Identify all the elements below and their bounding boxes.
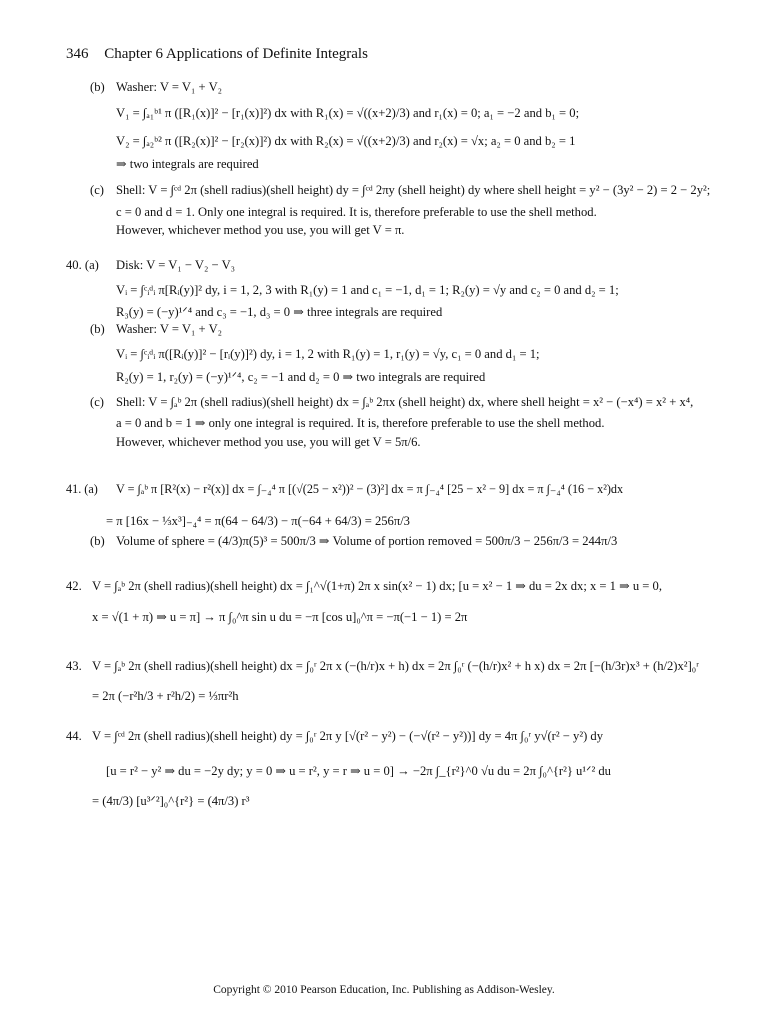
page-number: 346: [66, 46, 89, 62]
solution-line: However, whichever method you use, you will get V = π.: [116, 223, 405, 237]
page-header: [66, 46, 368, 63]
solution-line: (b) Volume of sphere = (4/3)π(5)³ = 500π/3 ⇒ Volume of portion removed = 500π/3 − 256π/3 = 244π/3: [90, 534, 618, 548]
solution-line: (b) Washer: V = V₁ + V₂: [90, 80, 223, 94]
solution-line: 40. (a) Disk: V = V₁ − V₂ − V₃: [66, 258, 236, 272]
solution-line: x = √(1 + π) ⇒ u = π] → π ∫₀^π sin u du = −π [cos u]₀^π = −π(−1 − 1) = 2π: [92, 610, 468, 624]
solution-line: [u = r² − y² ⇒ du = −2y dy; y = 0 ⇒ u = r², y = r ⇒ u = 0] → −2π ∫_{r²}^0 √u du = 2π ∫₀^{r²} u¹ᐟ² du: [106, 764, 611, 778]
solution-line: = π [16x − ⅓x³]₋₄⁴ = π(64 − 64/3) − π(−64 + 64/3) = 256π/3: [106, 514, 410, 528]
solution-line: V₂ = ∫ₐ₂ᵇ² π ([R₂(x)]² − [r₂(x)]²) dx with R₂(x) = √((x+2)/3) and r₂(x) = √x; a₂ = 0 and b₂ = 1: [116, 134, 576, 148]
solution-line: ⇒ two integrals are required: [116, 157, 259, 171]
chapter-title: Chapter 6 Applications of Definite Integrals: [104, 46, 368, 62]
solution-line: 41. (a) V = ∫ₐᵇ π [R²(x) − r²(x)] dx = ∫₋₄⁴ π [(√(25 − x²))² − (3)²] dx = π ∫₋₄⁴ [25 − x² − 9] dx = π ∫₋₄⁴ (16 − x²)dx: [66, 482, 624, 496]
solution-line: (b) Washer: V = V₁ + V₂: [90, 322, 223, 336]
solution-line: R₃(y) = (−y)¹ᐟ⁴ and c₃ = −1, d₃ = 0 ⇒ three integrals are required: [116, 305, 443, 319]
solution-line: = (4π/3) [u³ᐟ²]₀^{r²} = (4π/3) r³: [92, 794, 250, 808]
solution-line: = 2π (−r²h/3 + r²h/2) = ⅓πr²h: [92, 689, 239, 703]
solution-line: 43. V = ∫ₐᵇ 2π (shell radius)(shell height) dx = ∫₀ʳ 2π x (−(h/r)x + h) dx = 2π ∫₀ʳ (−(h/r)x² + h x) dx = 2π [−(h/3r)x³ + (h/2)x²]₀ʳ: [66, 659, 699, 673]
solution-line: However, whichever method you use, you will get V = 5π/6.: [116, 435, 421, 449]
solution-line: a = 0 and b = 1 ⇒ only one integral is required. It is, therefore preferable to use the shell method.: [116, 416, 605, 430]
solution-line: c = 0 and d = 1. Only one integral is required. It is, therefore preferable to use the shell method.: [116, 205, 597, 219]
solution-line: R₂(y) = 1, r₂(y) = (−y)¹ᐟ⁴, c₂ = −1 and d₂ = 0 ⇒ two integrals are required: [116, 370, 486, 384]
solution-line: Vᵢ = ∫ᶜᵢᵈᵢ π[Rᵢ(y)]² dy, i = 1, 2, 3 with R₁(y) = 1 and c₁ = −1, d₁ = 1; R₂(y) = √y and c₂ = 0 and d₂ = 1;: [116, 283, 619, 297]
solution-line: (c) Shell: V = ∫ₐᵇ 2π (shell radius)(shell height) dx = ∫ₐᵇ 2πx (shell height) dx, where shell height = x² − (−x⁴) = x² + x⁴,: [90, 395, 694, 409]
solution-line: V₁ = ∫ₐ₁ᵇ¹ π ([R₁(x)]² − [r₁(x)]²) dx with R₁(x) = √((x+2)/3) and r₁(x) = 0; a₁ = −2 and b₁ = 0;: [116, 106, 580, 120]
solution-line: Vᵢ = ∫ᶜᵢᵈᵢ π([Rᵢ(y)]² − [rᵢ(y)]²) dy, i = 1, 2 with R₁(y) = 1, r₁(y) = √y, c₁ = 0 and d₁ = 1;: [116, 347, 540, 361]
copyright-footer: Copyright © 2010 Pearson Education, Inc. Publishing as Addison-Wesley.: [213, 984, 555, 996]
solution-line: 42. V = ∫ₐᵇ 2π (shell radius)(shell height) dx = ∫₁^√(1+π) 2π x sin(x² − 1) dx; [u = x² − 1 ⇒ du = 2x dx; x = 1 ⇒ u = 0,: [66, 579, 662, 593]
solution-line: (c) Shell: V = ∫ᶜᵈ 2π (shell radius)(shell height) dy = ∫ᶜᵈ 2πy (shell height) dy where shell height = y² − (3y² − 2) = 2 − 2y²;: [90, 183, 711, 197]
solution-line: 44. V = ∫ᶜᵈ 2π (shell radius)(shell height) dy = ∫₀ʳ 2π y [√(r² − y²) − (−√(r² − y²))] dy = 4π ∫₀ʳ y√(r² − y²) dy: [66, 729, 604, 743]
